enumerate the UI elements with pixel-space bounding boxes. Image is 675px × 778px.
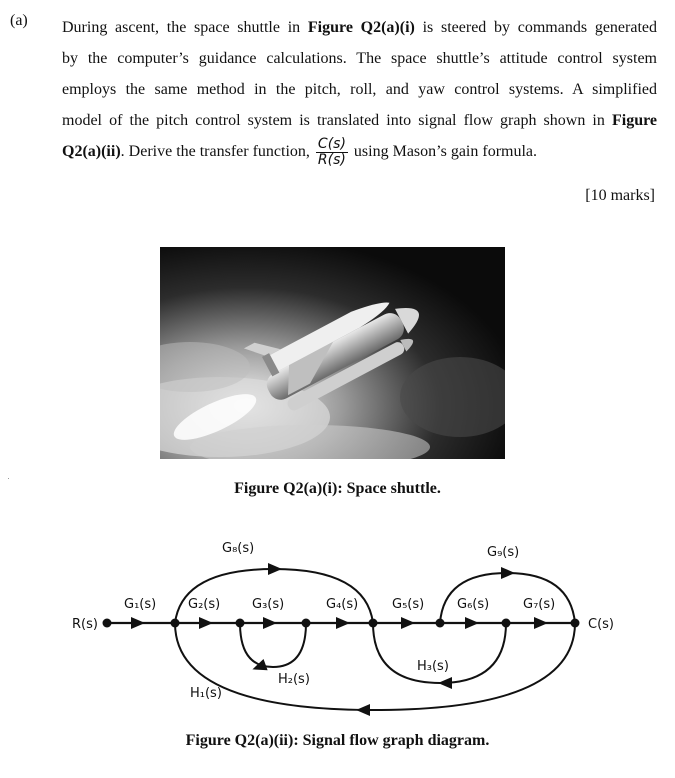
question-line-3: employs the same method in the pitch, roll, and yaw control systems. A simplified bbox=[62, 81, 657, 98]
input-label: R(s) bbox=[72, 617, 98, 632]
space-shuttle-image bbox=[160, 247, 505, 459]
space-shuttle-illustration bbox=[160, 247, 505, 459]
h1-branch bbox=[175, 623, 575, 710]
question-line-1: During ascent, the space shuttle in Figure Q2(a)(i) is steered by commands generated bbox=[62, 19, 657, 36]
tf-numerator: C(s) bbox=[317, 135, 346, 152]
figure-q2aii-caption: Figure Q2(a)(ii): Signal flow graph diagram. bbox=[185, 732, 490, 749]
question-text bbox=[62, 12, 657, 168]
figure-q2aii-reference-b: Q2(a)(ii) bbox=[62, 143, 121, 160]
output-label: C(s) bbox=[588, 617, 614, 632]
g8-branch bbox=[175, 569, 373, 623]
g3-label: G₃(s) bbox=[252, 597, 285, 612]
marks-allocation: [10 marks] bbox=[585, 187, 655, 204]
question-line-4: model of the pitch control system is translated into signal flow graph shown in Figure bbox=[62, 112, 657, 129]
g5-label: G₅(s) bbox=[392, 597, 425, 612]
h3-label: H₃(s) bbox=[417, 659, 449, 674]
figure-q2aii-reference-a: Figure bbox=[611, 112, 657, 129]
node-input bbox=[103, 619, 112, 628]
g2-label: G₂(s) bbox=[188, 597, 221, 612]
margin-mark bbox=[8, 478, 9, 479]
g1-label: G₁(s) bbox=[124, 597, 157, 612]
h3-branch bbox=[373, 623, 506, 683]
question-line-5: Q2(a)(ii). Derive the transfer function, $\frac{C(s)}{R(s)}$ using Mason’s gain formula. bbox=[62, 135, 538, 168]
signal-flow-graph bbox=[0, 525, 675, 725]
figure-q2ai-caption: Figure Q2(a)(i): Space shuttle. bbox=[234, 480, 441, 497]
h2-branch bbox=[240, 623, 306, 667]
transfer-function-fraction bbox=[316, 137, 348, 168]
h2-label: H₂(s) bbox=[278, 672, 310, 687]
g8-label: G₈(s) bbox=[222, 541, 255, 556]
tf-denominator: R(s) bbox=[317, 151, 346, 168]
g4-label: G₄(s) bbox=[326, 597, 359, 612]
g9-label: G₉(s) bbox=[487, 545, 520, 560]
figure-q2ai-reference: Figure Q2(a)(i) bbox=[307, 19, 415, 36]
question-line-2: by the computer’s guidance calculations. The space shuttle’s attitude control system bbox=[62, 50, 657, 67]
question-label: (a) bbox=[10, 12, 28, 29]
g7-label: G₇(s) bbox=[523, 597, 556, 612]
h1-label: H₁(s) bbox=[190, 686, 222, 701]
g6-label: G₆(s) bbox=[457, 597, 490, 612]
